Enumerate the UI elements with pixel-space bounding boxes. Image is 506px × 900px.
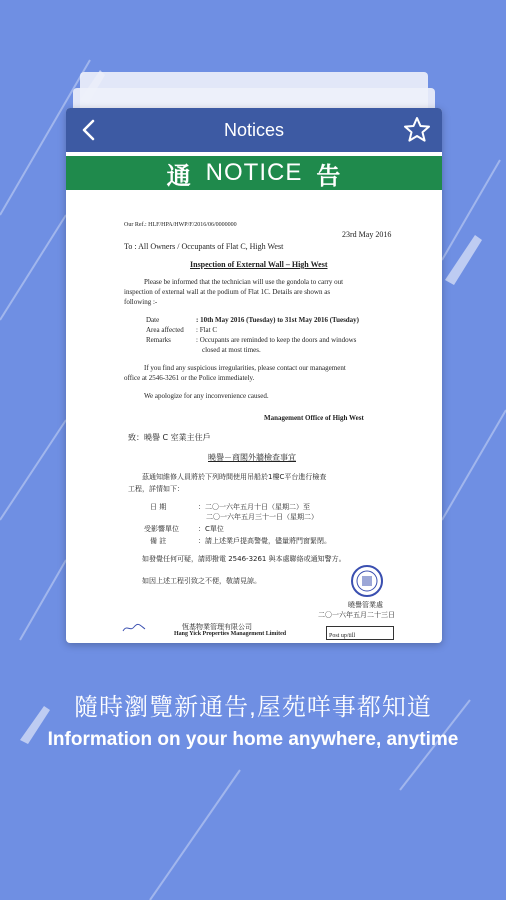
doc-zh-area-label: 受影響單位 xyxy=(144,525,179,533)
notice-banner-text: NOTICE xyxy=(205,159,303,186)
doc-zh-area-value: ：C單位 xyxy=(198,525,224,533)
doc-zh-date-label: 日 期 xyxy=(150,503,167,511)
doc-company-en: Hang Yick Properties Management Limited xyxy=(174,631,287,637)
star-outline-icon[interactable] xyxy=(402,115,432,145)
doc-date-label: Date xyxy=(146,316,160,324)
notice-card xyxy=(66,108,442,643)
notice-banner-left-char: 通 xyxy=(166,162,192,190)
doc-signoff-en: Management Office of High West xyxy=(264,414,364,422)
doc-date: 23rd May 2016 xyxy=(342,230,392,239)
doc-area-label: Area affected xyxy=(146,326,184,334)
caption-chinese: 隨時瀏覽新通告,屋苑咩事都知道 xyxy=(74,694,432,721)
notice-banner-right-char: 告 xyxy=(316,162,342,190)
nav-bar xyxy=(66,108,442,152)
doc-zh-para-2: 工程，詳情如下： xyxy=(128,485,184,493)
doc-zh-para-1: 茲通知維修人員將於下列時間使用吊船於1樓C平台進行檢查 xyxy=(142,473,327,481)
company-seal-icon xyxy=(350,564,384,598)
doc-remarks-value-2: closed at most times. xyxy=(202,346,261,354)
doc-para2-line2: office at 2546-3261 or the Police immediately. xyxy=(124,374,255,382)
chevron-left-icon[interactable] xyxy=(74,115,104,145)
doc-date-value: : 10th May 2016 (Tuesday) to 31st May 2016 (Tuesday) xyxy=(196,316,360,324)
signature-icon xyxy=(122,622,146,634)
doc-zh-remarks-label: 備 註 xyxy=(150,537,167,545)
notice-banner xyxy=(66,156,442,190)
doc-para1-line3: following :- xyxy=(124,298,158,306)
doc-company-zh: 恆基物業管理有限公司 xyxy=(182,623,252,631)
doc-para2-line1: If you find any suspicious irregularities, please contact our management xyxy=(144,364,346,372)
doc-zh-date-value-1: ：二〇一六年五月十日（星期二）至 xyxy=(198,503,310,511)
doc-zh-signoff: 曉譽管業處 xyxy=(348,601,383,609)
page-title: Notices xyxy=(223,119,285,140)
doc-zh-date: 二〇一六年五月二十三日 xyxy=(318,611,395,619)
doc-zh-contact: 如發覺任何可疑，請即撥電 2546-3261 與本處聯絡或通知警方。 xyxy=(142,555,346,563)
doc-para1-line2: inspection of external wall at the podium of Flat 1C. Details are shown as xyxy=(124,288,331,296)
post-stamp-label: Post up/till xyxy=(329,633,356,639)
doc-zh-date-value-2: 二〇一六年五月三十一日（星期二） xyxy=(206,513,318,521)
doc-remarks-value-1: : Occupants are reminded to keep the doors and windows xyxy=(196,336,357,344)
doc-zh-subject: 曉譽－商閣外牆檢查事宜 xyxy=(208,453,296,462)
caption-english: Information on your home anywhere, anytime xyxy=(47,729,459,750)
doc-zh-remarks-value: ：請上述業戶提高警覺，儘量將門窗緊閉。 xyxy=(198,537,331,545)
doc-remarks-label: Remarks xyxy=(146,336,171,344)
doc-zh-apology: 如因上述工程引致之不便，敬請見諒。 xyxy=(142,577,261,585)
doc-ref: Our Ref.: HLF/HPA/HWP/F/2016/06/0000000 xyxy=(124,222,237,228)
doc-para1-line1: Please be informed that the technician will use the gondola to carry out xyxy=(144,278,344,286)
doc-apology: We apologize for any inconvenience caused. xyxy=(144,392,269,400)
doc-recipients: To : All Owners / Occupants of Flat C, High West xyxy=(124,242,284,251)
notice-document[interactable] xyxy=(66,198,442,643)
doc-zh-recipients: 致：曉譽 C 室業主住戶 xyxy=(128,433,211,442)
doc-subject: Inspection of External Wall – High West xyxy=(190,260,328,269)
doc-area-value: : Flat C xyxy=(196,326,218,334)
post-stamp-box xyxy=(326,626,394,640)
